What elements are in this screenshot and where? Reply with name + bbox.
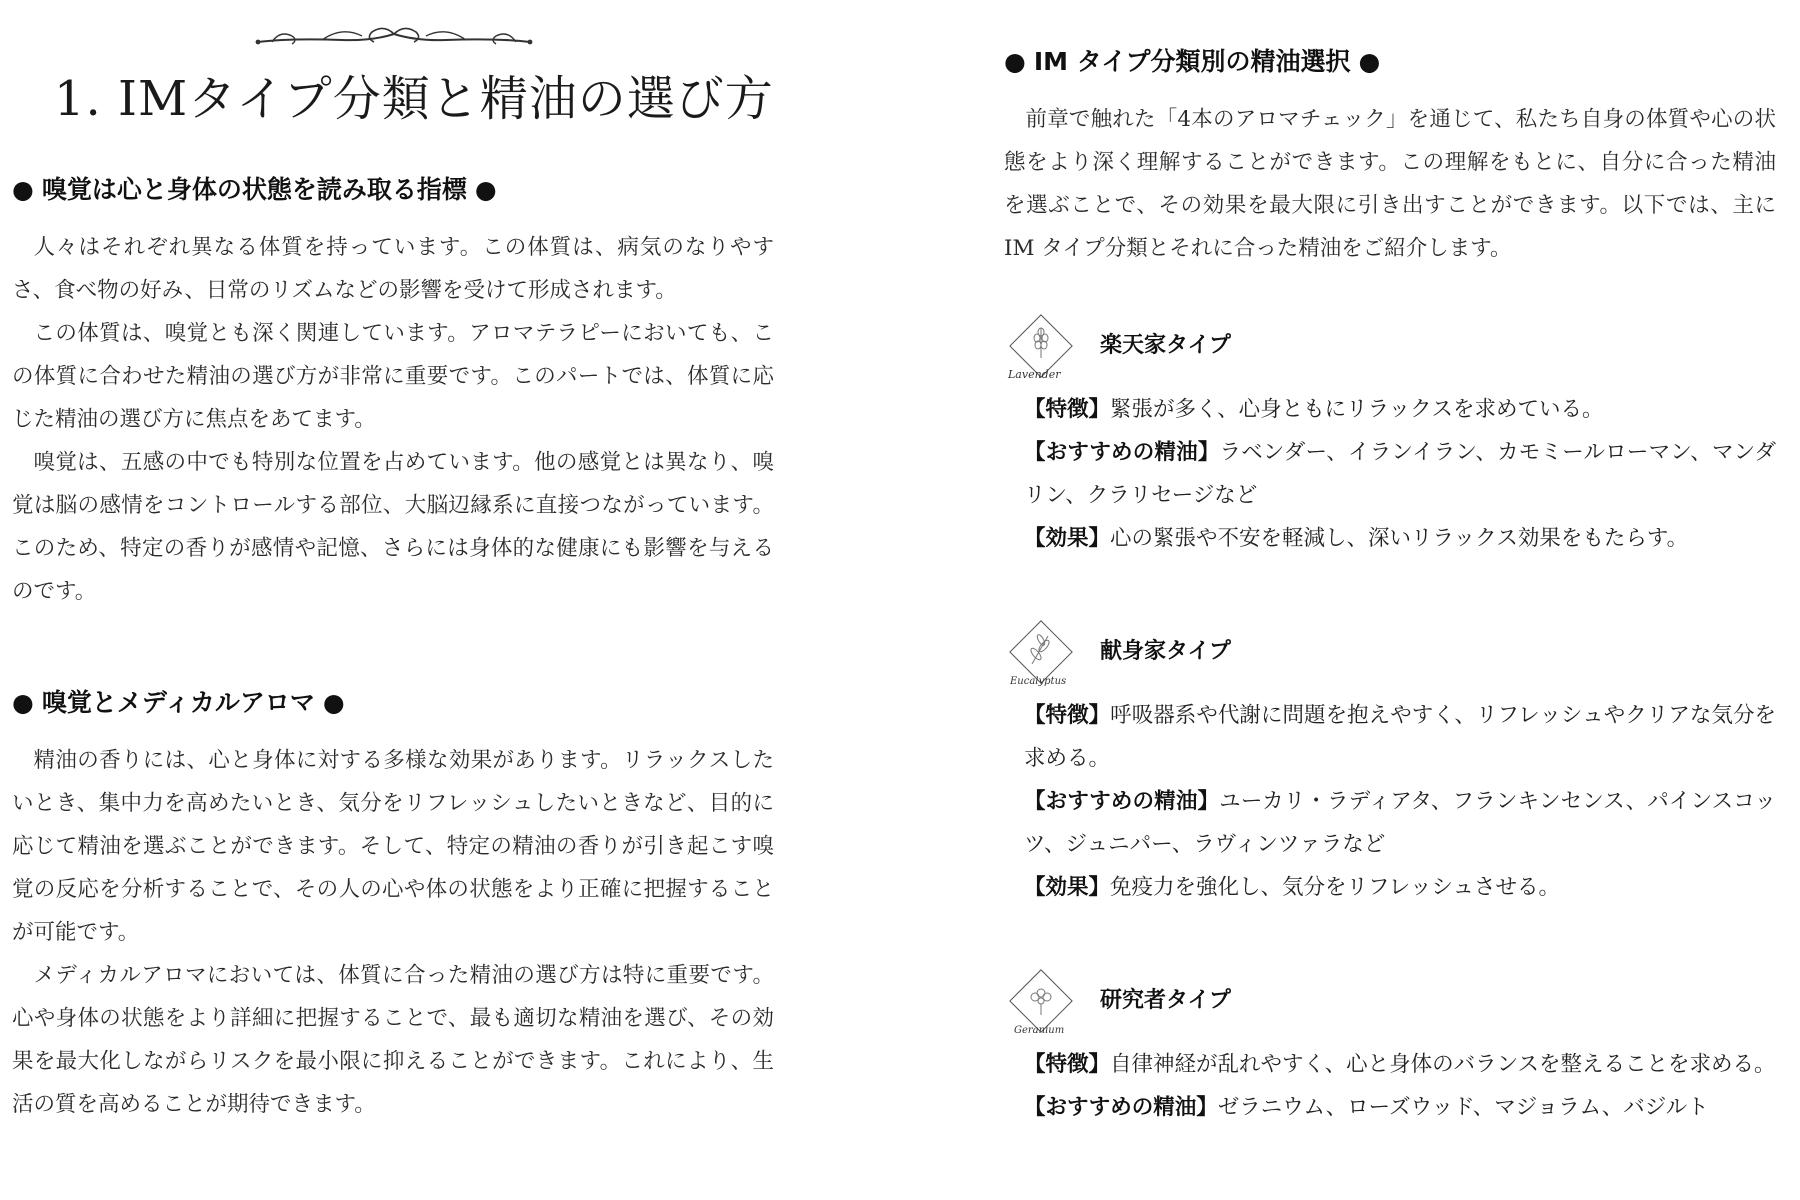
section-heading-im-type-selection [1004,44,1776,80]
chapter-title: 1. IMタイプ分類と精油の選び方 [54,71,774,127]
lavender-icon [1004,314,1078,388]
paragraph: この体質は、嗅覚とも深く関連しています。アロマテラピーにおいても、この体質に合わせた精油の選び方が非常に重要です。このパートでは、体質に応じた精油の選び方に焦点をあてます。 [12,321,774,432]
label: 【特徴】 [1024,397,1111,422]
paragraph: メディカルアロマにおいては、体質に合った精油の選び方は特に重要です。心や身体の状態をより詳細に把握することで、最も適切な精油を選び、その効果を最大化しながらリスクを最小限に抑えることができます。これにより、生活の質を高めることが期待できます。 [12,963,774,1117]
paragraph: 嗅覚は、五感の中でも特別な位置を占めています。他の感覚とは異なり、嗅覚は脳の感情をコントロールする部位、大脳辺縁系に直接つながっています。このため、特定の香りが感情や記憶、さらには身体的な健康にも影響を与えるのです。 [12,450,774,604]
type-block-researcher [1004,969,1776,1129]
geranium-icon [1004,969,1078,1043]
icon-label: Lavender [1008,368,1061,381]
value: ゼラニウム、ローズウッド、マジョラム、バジルト [1217,1095,1709,1120]
icon-label: Geranium [1014,1025,1065,1036]
type-feature [1004,694,1776,780]
value: 呼吸器系や代謝に問題を抱えやすく、リフレッシュやクリアな気分を求める。 [1024,703,1776,771]
type-block-optimist [1004,314,1776,560]
section-heading-text: IM タイプ分類別の精油選択 [1033,47,1351,76]
label: 【特徴】 [1024,703,1111,728]
type-effect [1004,517,1776,560]
bullet-dot-icon: ● [12,175,34,204]
label: 【おすすめの精油】 [1024,789,1220,814]
type-effect [1004,866,1776,909]
label: 【おすすめの精油】 [1024,1095,1218,1120]
section-heading-text: 嗅覚とメディカルアロマ [41,688,315,717]
section-heading-olfaction-indicator [12,172,774,208]
eucalyptus-icon [1004,620,1078,694]
type-block-devotee [1004,620,1776,909]
type-name: 楽天家タイプ [1100,333,1231,358]
type-feature [1004,388,1776,431]
type-oils [1004,431,1776,517]
label: 【効果】 [1024,526,1111,551]
type-oils [1004,1086,1776,1129]
value: ユーカリ・ラディアタ、フランキンセンス、パインスコッツ、ジュニパー、ラヴィンツァラなど [1024,789,1776,857]
value: ラベンダー、イランイラン、カモミールローマン、マンダリン、クラリセージなど [1024,440,1776,508]
title-ornament [252,22,536,56]
bullet-dot-icon: ● [1358,47,1381,76]
label: 【おすすめの精油】 [1024,440,1220,465]
value: 自律神経が乱れやすく、心と身体のバランスを整えることを求める。 [1110,1052,1776,1077]
type-feature [1004,1043,1776,1086]
label: 【効果】 [1024,875,1111,900]
bullet-dot-icon: ● [474,175,497,204]
intro-paragraph: 前章で触れた「4本のアロマチェック」を通じて、私たち自身の体質や心の状態をより深く理解することができます。この理解をもとに、自分に合った精油を選ぶことで、その効果を最大限に引き出すことができます。以下では、主に IM タイプ分類とそれに合った精油をご紹介します。 [1004,107,1776,261]
value: 緊張が多く、心身ともにリラックスを求めている。 [1110,397,1604,422]
type-oils [1004,780,1776,866]
value: 心の緊張や不安を軽減し、深いリラックス効果をもたらす。 [1110,526,1689,551]
section-heading-medical-aroma [12,685,774,721]
icon-label: Eucalyptus [1010,676,1067,687]
bullet-dot-icon: ● [322,688,345,717]
value: 免疫力を強化し、気分をリフレッシュさせる。 [1110,875,1561,900]
section-heading-text: 嗅覚は心と身体の状態を読み取る指標 [41,175,467,204]
paragraph: 人々はそれぞれ異なる体質を持っています。この体質は、病気のなりやすさ、食べ物の好み、日常のリズムなどの影響を受けて形成されます。 [12,235,774,303]
type-name: 献身家タイプ [1100,639,1231,664]
type-name: 研究者タイプ [1100,988,1231,1013]
label: 【特徴】 [1024,1052,1111,1077]
bullet-dot-icon: ● [1004,47,1026,76]
paragraph: 精油の香りには、心と身体に対する多様な効果があります。リラックスしたいとき、集中力を高めたいとき、気分をリフレッシュしたいときなど、目的に応じて精油を選ぶことができます。そして、特定の精油の香りが引き起こす嗅覚の反応を分析することで、その人の心や体の状態をより正確に把握することが可能です。 [12,748,774,945]
bullet-dot-icon: ● [12,688,34,717]
